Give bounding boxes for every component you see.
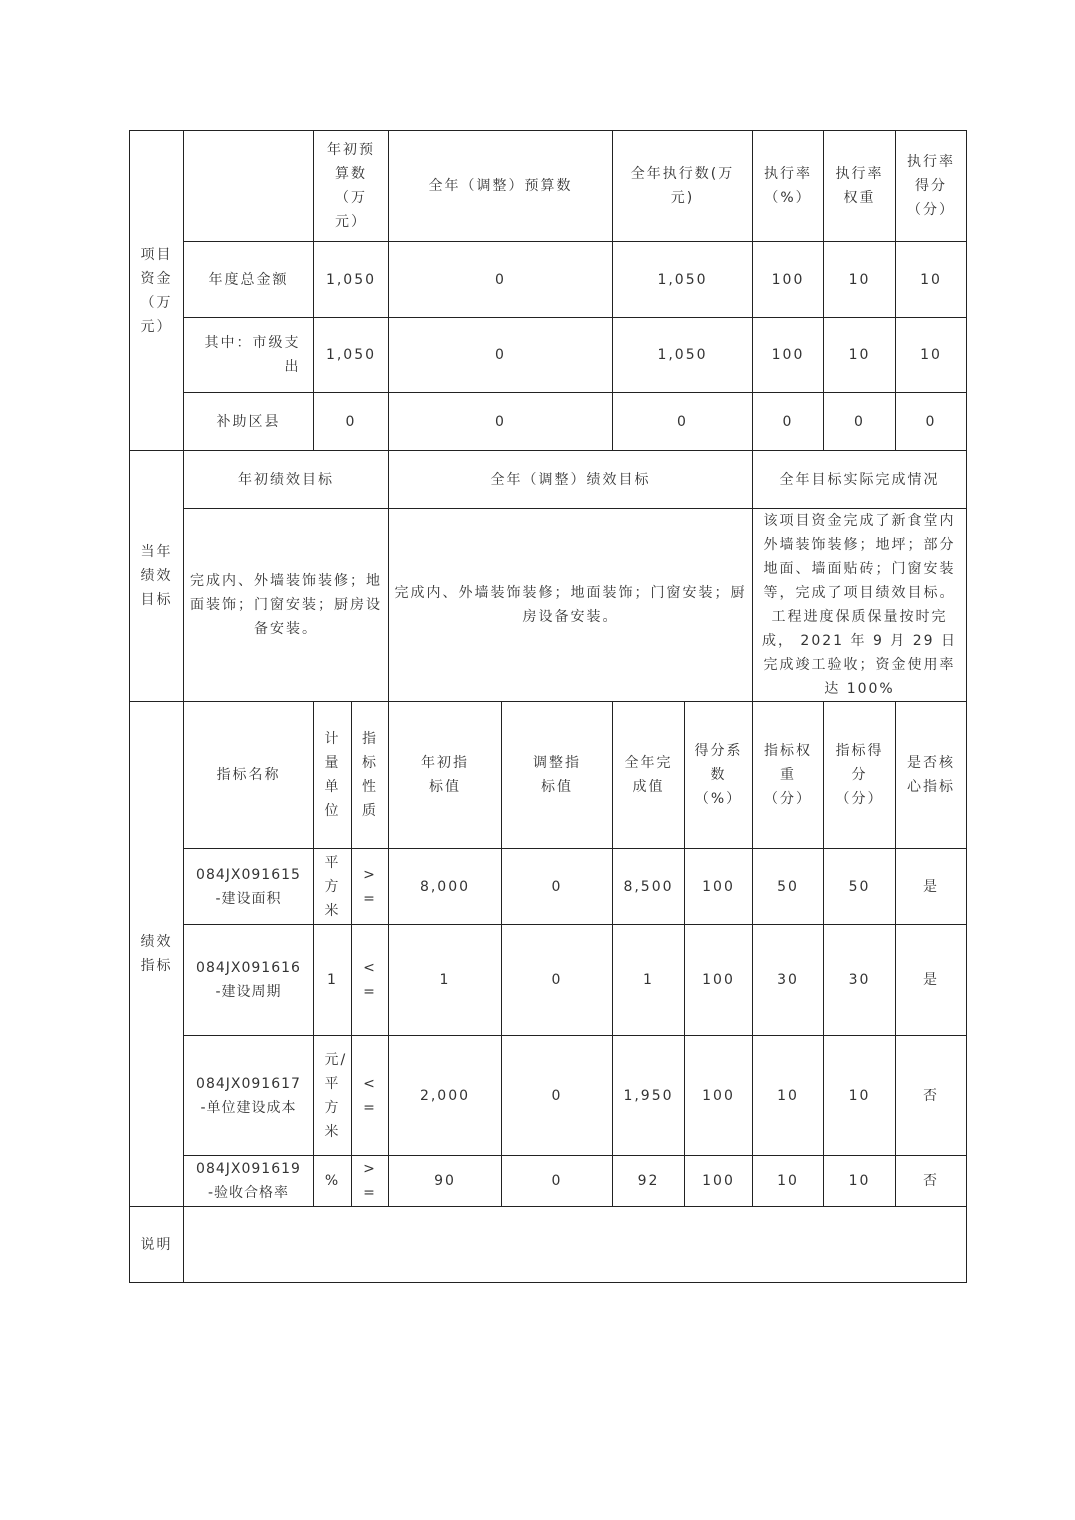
funds-row-weight: 0 bbox=[824, 393, 896, 451]
indicator-weight: 10 bbox=[753, 1156, 824, 1207]
indicator-core: 否 bbox=[896, 1156, 967, 1207]
funds-header-blank bbox=[184, 131, 314, 242]
funds-row-label: 年度总金额 bbox=[184, 242, 314, 318]
indicator-row bbox=[130, 1036, 967, 1156]
funds-row bbox=[130, 393, 967, 451]
notes-content bbox=[184, 1207, 967, 1283]
indicator-coefficient: 100 bbox=[685, 925, 753, 1036]
indicator-score: 50 bbox=[824, 849, 896, 925]
funds-row-executed: 1,050 bbox=[613, 318, 753, 393]
funds-row-initial: 1,050 bbox=[314, 318, 389, 393]
indicator-adjusted: 0 bbox=[502, 849, 613, 925]
indicator-name: 084JX091619-验收合格率 bbox=[184, 1156, 314, 1207]
indicators-header-adjusted: 调整指标值 bbox=[502, 702, 613, 849]
goals-header-row bbox=[130, 451, 967, 509]
funds-row bbox=[130, 318, 967, 393]
indicator-completed: 92 bbox=[613, 1156, 685, 1207]
funds-row-adjusted: 0 bbox=[389, 318, 613, 393]
funds-row-score: 0 bbox=[896, 393, 967, 451]
funds-row-adjusted: 0 bbox=[389, 242, 613, 318]
indicator-core: 是 bbox=[896, 849, 967, 925]
indicator-initial: 2,000 bbox=[389, 1036, 502, 1156]
indicator-weight: 50 bbox=[753, 849, 824, 925]
indicator-nature: >= bbox=[352, 1156, 389, 1207]
funds-row-executed: 1,050 bbox=[613, 242, 753, 318]
indicator-coefficient: 100 bbox=[685, 1156, 753, 1207]
indicator-score: 10 bbox=[824, 1036, 896, 1156]
indicator-adjusted: 0 bbox=[502, 1036, 613, 1156]
funds-row bbox=[130, 242, 967, 318]
funds-row-weight: 10 bbox=[824, 318, 896, 393]
indicators-header-score: 指标得分（分） bbox=[824, 702, 896, 849]
funds-row-initial: 0 bbox=[314, 393, 389, 451]
funds-row-initial: 1,050 bbox=[314, 242, 389, 318]
funds-section-label: 项目资金（万元） bbox=[130, 131, 184, 451]
funds-row-score: 10 bbox=[896, 242, 967, 318]
notes-label: 说明 bbox=[130, 1207, 184, 1283]
funds-header-rate: 执行率（%） bbox=[753, 131, 824, 242]
indicator-unit: 平方米 bbox=[314, 849, 352, 925]
indicators-header-core: 是否核心指标 bbox=[896, 702, 967, 849]
funds-row-label: 补助区县 bbox=[184, 393, 314, 451]
indicators-header-weight: 指标权重（分） bbox=[753, 702, 824, 849]
indicator-nature: >= bbox=[352, 849, 389, 925]
indicators-header-unit: 计量单位 bbox=[314, 702, 352, 849]
indicator-score: 10 bbox=[824, 1156, 896, 1207]
indicators-section-label: 绩效指标 bbox=[130, 702, 184, 1207]
indicator-coefficient: 100 bbox=[685, 1036, 753, 1156]
funds-header-initial: 年初预算数（万元） bbox=[314, 131, 389, 242]
indicator-weight: 30 bbox=[753, 925, 824, 1036]
funds-row-weight: 10 bbox=[824, 242, 896, 318]
goals-adjusted-text: 完成内、外墙装饰装修；地面装饰；门窗安装；厨房设备安装。 bbox=[389, 509, 753, 702]
indicator-adjusted: 0 bbox=[502, 1156, 613, 1207]
indicator-completed: 8,500 bbox=[613, 849, 685, 925]
indicator-weight: 10 bbox=[753, 1036, 824, 1156]
indicator-nature: <= bbox=[352, 1036, 389, 1156]
funds-row-adjusted: 0 bbox=[389, 393, 613, 451]
indicator-coefficient: 100 bbox=[685, 849, 753, 925]
funds-row-rate: 100 bbox=[753, 242, 824, 318]
goals-header-initial: 年初绩效目标 bbox=[184, 451, 389, 509]
indicators-header-coefficient: 得分系数（%） bbox=[685, 702, 753, 849]
indicator-completed: 1 bbox=[613, 925, 685, 1036]
funds-header-row bbox=[130, 131, 967, 242]
funds-row-rate: 100 bbox=[753, 318, 824, 393]
notes-row bbox=[130, 1207, 967, 1283]
goals-content-row bbox=[130, 509, 967, 702]
funds-row-label: 其中：市级支出 bbox=[184, 318, 314, 393]
goals-section-label: 当年绩效目标 bbox=[130, 451, 184, 702]
indicator-initial: 8,000 bbox=[389, 849, 502, 925]
indicator-name: 084JX091617-单位建设成本 bbox=[184, 1036, 314, 1156]
indicators-header-name: 指标名称 bbox=[184, 702, 314, 849]
goals-actual-text: 该项目资金完成了新食堂内外墙装饰装修；地坪；部分地面、墙面贴砖；门窗安装等，完成了项目绩效目标。工程进度保质保量按时完成， 2021 年 9 月 29 日完成竣工验收；资金使用率达 100% bbox=[753, 509, 967, 702]
indicator-initial: 1 bbox=[389, 925, 502, 1036]
indicator-row bbox=[130, 1156, 967, 1207]
funds-header-weight: 执行率权重 bbox=[824, 131, 896, 242]
performance-table bbox=[129, 130, 967, 1283]
indicators-header-nature: 指标性质 bbox=[352, 702, 389, 849]
indicator-completed: 1,950 bbox=[613, 1036, 685, 1156]
indicator-row bbox=[130, 925, 967, 1036]
funds-header-score: 执行率得分（分） bbox=[896, 131, 967, 242]
indicator-unit: 元/平方米 bbox=[314, 1036, 352, 1156]
goals-initial-text: 完成内、外墙装饰装修；地面装饰；门窗安装；厨房设备安装。 bbox=[184, 509, 389, 702]
indicator-core: 否 bbox=[896, 1036, 967, 1156]
indicator-name: 084JX091615-建设面积 bbox=[184, 849, 314, 925]
goals-header-adjusted: 全年（调整）绩效目标 bbox=[389, 451, 753, 509]
indicator-nature: <= bbox=[352, 925, 389, 1036]
indicator-row bbox=[130, 849, 967, 925]
indicators-header-row bbox=[130, 702, 967, 849]
funds-header-adjusted: 全年（调整）预算数 bbox=[389, 131, 613, 242]
indicator-score: 30 bbox=[824, 925, 896, 1036]
funds-row-rate: 0 bbox=[753, 393, 824, 451]
indicators-header-completed: 全年完成值 bbox=[613, 702, 685, 849]
indicator-initial: 90 bbox=[389, 1156, 502, 1207]
indicator-unit: 1 bbox=[314, 925, 352, 1036]
funds-row-score: 10 bbox=[896, 318, 967, 393]
indicator-core: 是 bbox=[896, 925, 967, 1036]
funds-row-executed: 0 bbox=[613, 393, 753, 451]
indicator-name: 084JX091616-建设周期 bbox=[184, 925, 314, 1036]
funds-header-executed: 全年执行数(万元) bbox=[613, 131, 753, 242]
indicator-adjusted: 0 bbox=[502, 925, 613, 1036]
indicator-unit: % bbox=[314, 1156, 352, 1207]
goals-header-actual: 全年目标实际完成情况 bbox=[753, 451, 967, 509]
indicators-header-initial: 年初指标值 bbox=[389, 702, 502, 849]
